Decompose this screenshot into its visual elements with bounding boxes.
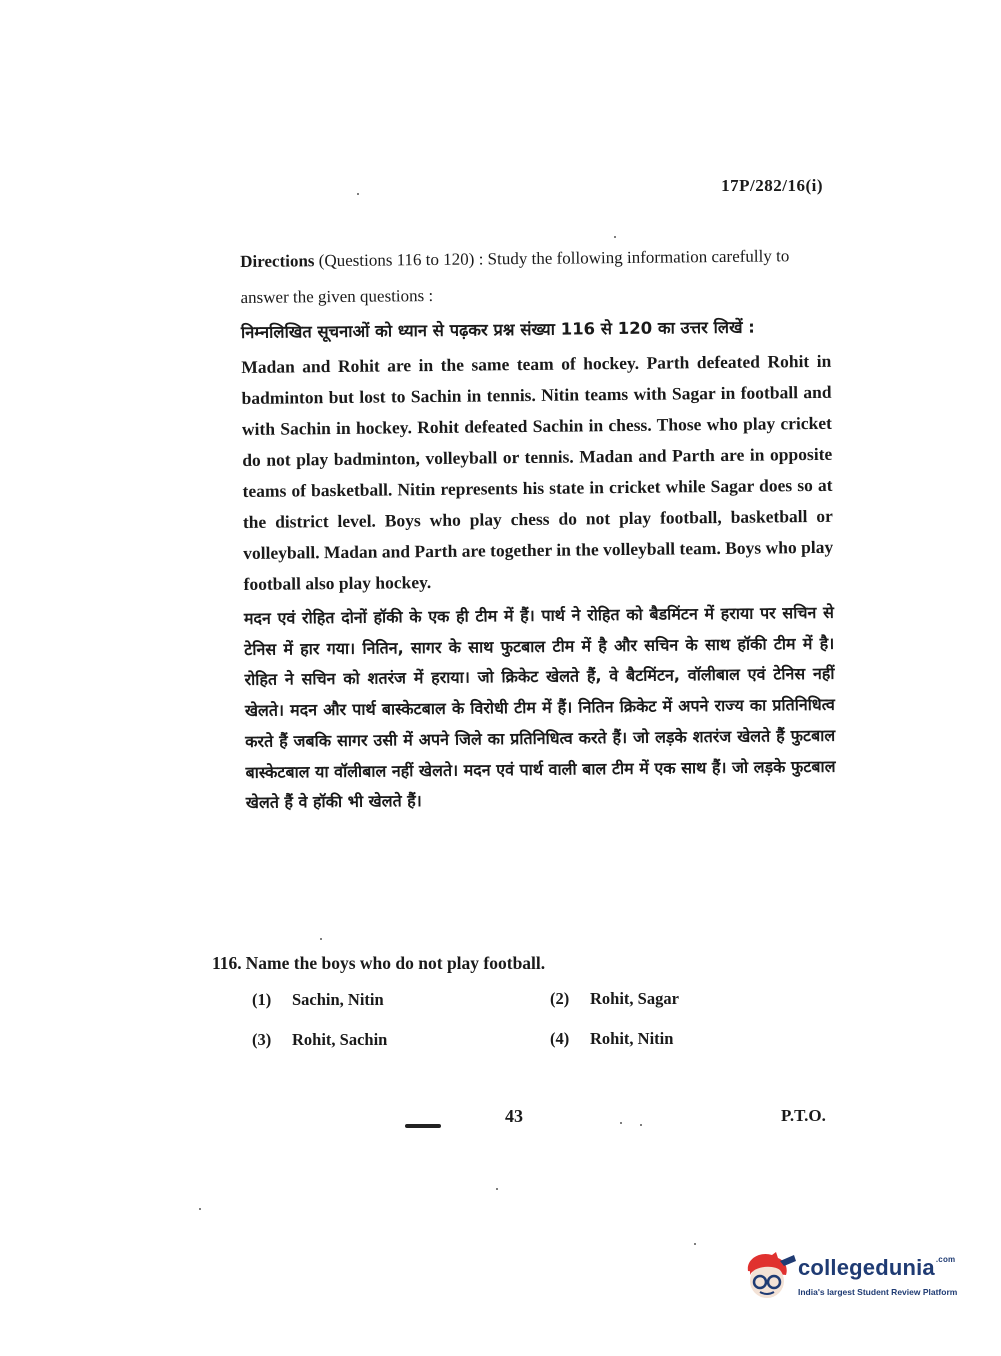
mascot-icon: [740, 1249, 798, 1309]
directions-range: (Questions 116 to 120): [318, 249, 475, 271]
option-number: (1): [252, 990, 272, 1009]
scan-mark: [405, 1124, 441, 1128]
option-number: (3): [252, 1030, 272, 1049]
scan-speck: [640, 1124, 642, 1126]
directions-label: Directions: [240, 251, 315, 271]
scan-speck: [694, 1243, 696, 1245]
question-116: [212, 953, 772, 974]
directions-block: [240, 238, 836, 819]
scan-speck: [357, 193, 359, 195]
directions-hindi: निम्नलिखित सूचनाओं को ध्यान से पढ़कर प्रश्न संख्या 116 से 120 का उत्तर लिखें :: [240, 317, 755, 342]
scan-speck: [620, 1122, 622, 1124]
question-text-before: Name the boys who do: [245, 953, 414, 973]
option-text: Rohit, Sagar: [590, 989, 679, 1008]
scan-speck: [320, 938, 322, 940]
option-3: [252, 1030, 387, 1050]
directions-text: [240, 238, 831, 316]
logo-tagline: India's largest Student Review Platform: [798, 1287, 958, 1297]
scan-speck: [199, 1208, 201, 1210]
pto-label: P.T.O.: [781, 1106, 826, 1125]
directions-instruction: : Study the following information carefully to answer the given questions :: [240, 246, 790, 307]
option-number: (4): [550, 1029, 570, 1048]
logo-wordmark: collegedunia$^{.com}$: [798, 1255, 956, 1280]
option-text: Sachin, Nitin: [292, 990, 384, 1009]
question-emphasis: not: [418, 953, 443, 973]
page-number: 43: [505, 1106, 523, 1126]
option-2: [550, 989, 679, 1009]
passage-hindi: मदन एवं रोहित दोनों हॉकी के एक ही टीम में हैं। पार्थ ने रोहित को बैडमिंटन में हराया पर सचिन से टेनिस में हार गया। नितिन, सागर के साथ फुटबाल टीम में है और सचिन के साथ हॉकी टीम में है। रोहित ने सचिन को शतरंज में हराया। जो क्रिकेट खेलते हैं, वे बैटमिंटन, वॉलीबाल एवं टेनिस नहीं खेलते। मदन और पार्थ बास्केटबाल के विरोधी टीम में हैं। नितिन क्रिकेट में अपने राज्य का प्रतिनिधित्व करते हैं जबकि सागर उसी में अपने जिले का प्रतिनिधित्व करते हैं। जो लड़के शतरंज खेलते हैं फुटबाल बास्केटबाल या वॉलीबाल नहीं खेलते। मदन एवं पार्थ वाली बाल टीम में एक साथ हैं। जो लड़के फुटबाल खेलते हैं वे हॉकी भी खेलते हैं।: [243, 602, 836, 813]
option-text: Rohit, Nitin: [590, 1029, 674, 1048]
paper-code: 17P/282/16(i): [721, 176, 823, 195]
question-text-after: play football.: [446, 953, 546, 973]
option-number: (2): [550, 989, 570, 1008]
question-number: 116.: [212, 953, 242, 973]
option-text: Rohit, Sachin: [292, 1030, 388, 1049]
scan-speck: [614, 236, 616, 238]
collegedunia-logo: [740, 1247, 970, 1317]
option-4: [550, 1029, 673, 1049]
option-1: [252, 990, 384, 1010]
scan-speck: [496, 1188, 498, 1190]
passage-english: Madan and Rohit are in the same team of hockey. Parth defeated Rohit in badminton but lost to Sachin in tennis. Nitin teams with Sagar in football and with Sachin in hockey. Rohit defeated Sachin in chess. Those who play cricket do not play badminton, volleyball or tennis. Madan and Parth are in opposite teams of basketball. Nitin represents his state in cricket while Sagar does so at the district level. Boys who play chess do not play football, basketball or volleyball. Madan and Parth are together in the volleyball team. Boys who play football also play hockey.: [241, 350, 834, 594]
